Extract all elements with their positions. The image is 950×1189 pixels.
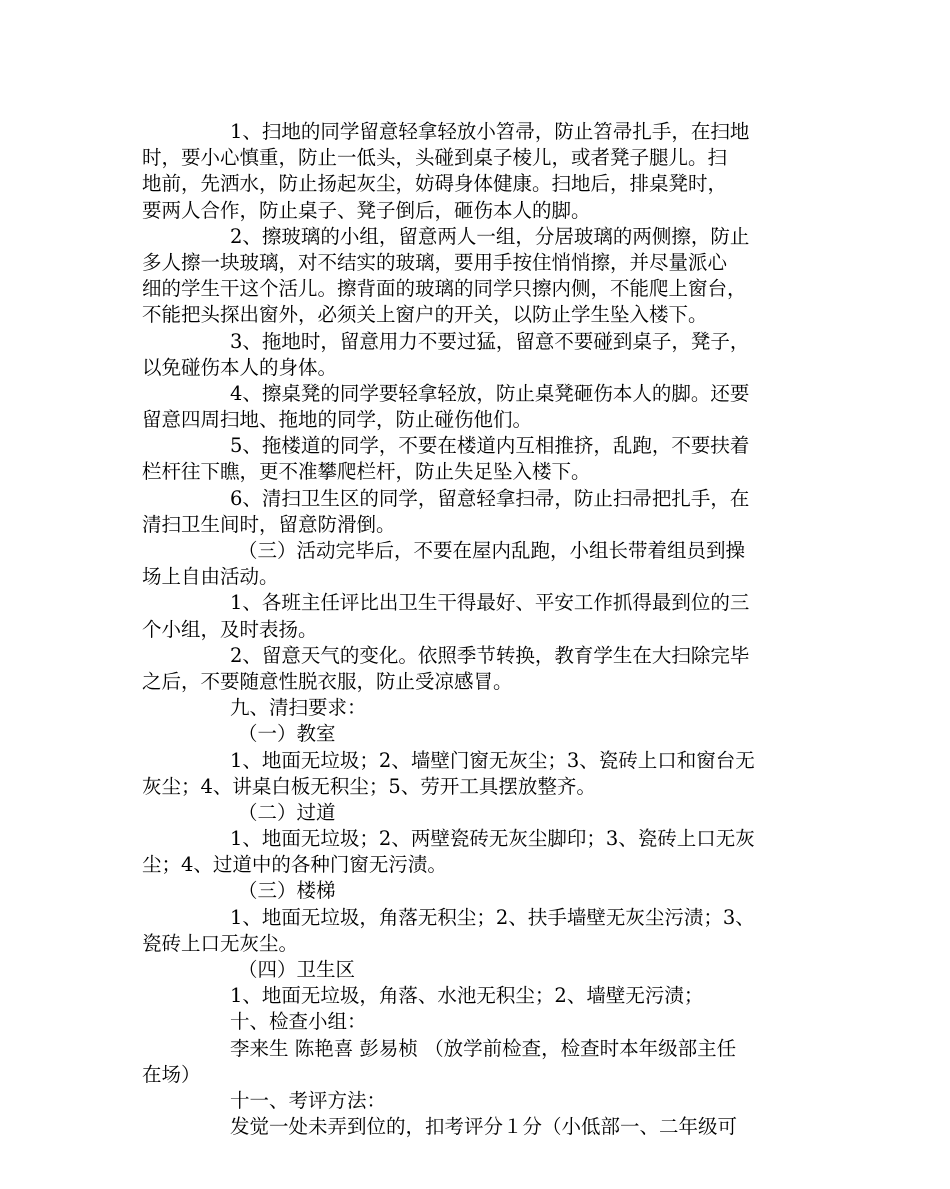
- text-line: 2、擦玻璃的小组，留意两人一组，分居玻璃的两侧擦，防止: [230, 224, 750, 248]
- text-line: 在场）: [142, 1062, 201, 1086]
- text-line: 李来生 陈艳喜 彭易桢 （放学前检查，检查时本年级部主任: [230, 1036, 737, 1060]
- text-line: 5、拖楼道的同学，不要在楼道内互相推挤，乱跑，不要扶着: [230, 434, 750, 458]
- text-line: 栏杆往下瞧，更不准攀爬栏杆，防止失足坠入楼下。: [142, 460, 591, 484]
- text-line: 地前，先洒水，防止扬起灰尘，妨碍身体健康。扫地后，排桌凳时，: [142, 172, 728, 196]
- text-line: 瓷砖上口无灰尘。: [142, 931, 299, 955]
- text-line: 尘；4、过道中的各种门窗无污渍。: [142, 853, 447, 877]
- text-line: 要两人合作，防止桌子、凳子倒后，砸伤本人的脚。: [142, 198, 591, 222]
- text-line: 之后，不要随意性脱衣服，防止受凉感冒。: [142, 669, 513, 693]
- text-line: 细的学生干这个活儿。擦背面的玻璃的同学只擦内侧，不能爬上窗台，: [142, 277, 747, 301]
- text-line: 3、拖地时，留意用力不要过猛，留意不要碰到桌子，凳子，: [230, 329, 750, 353]
- text-line: 2、留意天气的变化。依照季节转换，教育学生在大扫除完毕: [230, 643, 750, 667]
- text-line: 1、地面无垃圾；2、墙壁门窗无灰尘；3、瓷砖上口和窗台无: [230, 748, 755, 772]
- text-line: 十、检查小组：: [230, 1010, 367, 1034]
- text-line: 6、清扫卫生区的同学，留意轻拿扫帚，防止扫帚把扎手，在: [230, 486, 750, 510]
- text-line: 十一、考评方法：: [230, 1088, 387, 1112]
- text-line: 灰尘；4、讲桌白板无积尘；5、劳开工具摆放整齐。: [142, 774, 596, 798]
- text-line: 个小组，及时表扬。: [142, 617, 318, 641]
- text-line: 清扫卫生间时，留意防滑倒。: [142, 512, 396, 536]
- text-line: （三）楼梯: [238, 879, 336, 903]
- text-line: 九、清扫要求：: [230, 696, 367, 720]
- text-line: 多人擦一块玻璃，对不结实的玻璃，要用手按住悄悄擦，并尽量派心: [142, 250, 728, 274]
- text-line: （三）活动完毕后，不要在屋内乱跑，小组长带着组员到操: [238, 539, 746, 562]
- text-line: 不能把头探出窗外，必须关上窗户的开关，以防止学生坠入楼下。: [142, 303, 708, 327]
- text-line: （四）卫生区: [238, 958, 356, 981]
- text-line: （一）教室: [238, 722, 336, 746]
- text-line: 1、扫地的同学留意轻拿轻放小笤帚，防止笤帚扎手，在扫地: [230, 120, 750, 143]
- text-line: 1、地面无垃圾，角落、水池无积尘；2、墙壁无污渍；: [230, 984, 704, 1008]
- text-line: 留意四周扫地、拖地的同学，防止碰伤他们。: [142, 408, 533, 432]
- text-line: 1、各班主任评比出卫生干得最好、平安工作抓得最到位的三: [230, 591, 750, 615]
- text-line: 时，要小心慎重，防止一低头，头碰到桌子棱儿，或者凳子腿儿。扫: [142, 146, 728, 170]
- text-line: （二）过道: [238, 800, 336, 824]
- text-line: 1、地面无垃圾；2、两壁瓷砖无灰尘脚印；3、瓷砖上口无灰: [230, 827, 755, 851]
- text-line: 发觉一处未弄到位的，扣考评分１分（小低部一、二年级可: [230, 1115, 738, 1139]
- text-line: 以免碰伤本人的身体。: [142, 355, 338, 379]
- document-body: [142, 119, 810, 1140]
- text-line: 4、擦桌凳的同学要轻拿轻放，防止桌凳砸伤本人的脚。还要: [230, 381, 750, 405]
- text-line: 1、地面无垃圾，角落无积尘；2、扶手墙壁无灰尘污渍；3、: [230, 905, 755, 929]
- text-line: 场上自由活动。: [142, 565, 279, 589]
